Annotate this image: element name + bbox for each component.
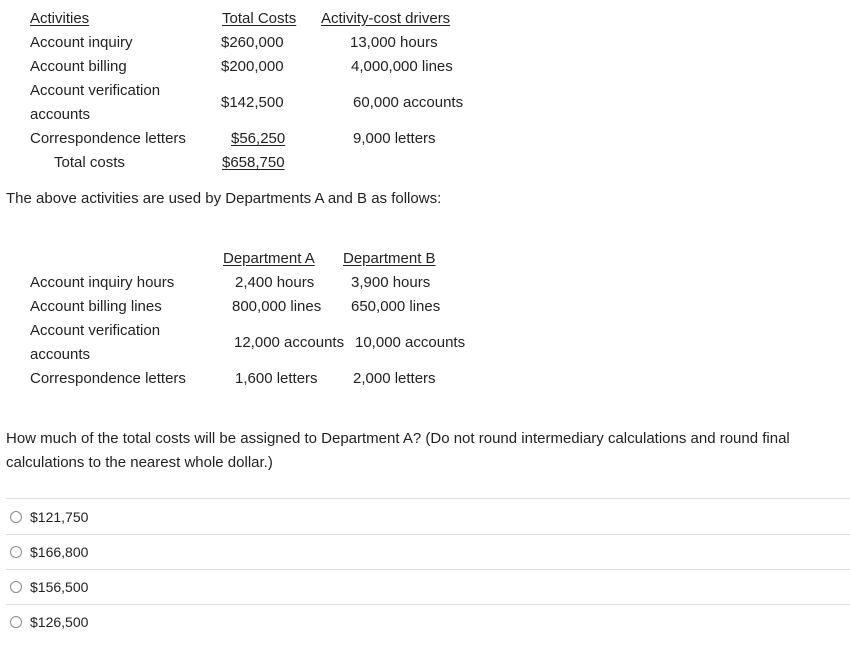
- dept-row-verification-label-line2: accounts: [30, 346, 91, 363]
- radio-button[interactable]: [10, 511, 22, 523]
- activity-account-inquiry: Account inquiry: [30, 34, 133, 51]
- activity-account-verification-line2: accounts: [30, 106, 91, 123]
- option-label: $156,500: [30, 579, 89, 595]
- option-divider: [6, 569, 850, 570]
- driver-correspondence-letters: 9,000 letters: [353, 130, 436, 147]
- dept-row-verification-b: 10,000 accounts: [355, 334, 466, 351]
- cost-correspondence-letters: $56,250: [231, 130, 286, 147]
- option-label: $166,800: [30, 544, 89, 560]
- dept-b-header: Department B: [343, 250, 436, 267]
- dept-row-billing-b: 650,000 lines: [351, 298, 441, 315]
- cost-account-billing: $200,000: [221, 58, 284, 75]
- dept-row-inquiry-b: 3,900 hours: [351, 274, 431, 291]
- option-label: $126,500: [30, 614, 89, 630]
- driver-account-verification: 60,000 accounts: [353, 94, 464, 111]
- activity-account-billing: Account billing: [30, 58, 127, 75]
- radio-button[interactable]: [10, 546, 22, 558]
- dept-row-letters-label: Correspondence letters: [30, 370, 186, 387]
- cost-account-inquiry: $260,000: [221, 34, 284, 51]
- dept-row-inquiry-label: Account inquiry hours: [30, 274, 175, 291]
- activity-correspondence-letters: Correspondence letters: [30, 130, 186, 147]
- radio-button[interactable]: [10, 616, 22, 628]
- total-costs-value: $658,750: [222, 154, 285, 171]
- total-costs-header: Total Costs: [222, 10, 297, 27]
- activity-account-verification-line1: Account verification: [30, 82, 161, 99]
- answer-option[interactable]: [10, 542, 88, 562]
- drivers-header: Activity-cost drivers: [321, 10, 451, 27]
- dept-row-letters-b: 2,000 letters: [353, 370, 436, 387]
- dept-row-verification-label-line1: Account verification: [30, 322, 161, 339]
- radio-button[interactable]: [10, 581, 22, 593]
- option-label: $121,750: [30, 509, 89, 525]
- driver-account-billing: 4,000,000 lines: [351, 58, 453, 75]
- dept-row-verification-a: 12,000 accounts: [234, 334, 345, 351]
- question-text: How much of the total costs will be assigned to Department A? (Do not round intermediary calculations and round final calculations to the nearest whole dollar.): [6, 430, 790, 471]
- answer-option[interactable]: [10, 507, 88, 527]
- intro-text: The above activities are used by Departments A and B as follows:: [6, 190, 442, 207]
- option-divider: [6, 604, 850, 605]
- answer-option[interactable]: [10, 612, 88, 632]
- option-divider: [6, 534, 850, 535]
- activities-header: Activities: [30, 10, 90, 27]
- option-divider: [6, 498, 850, 499]
- total-costs-label: Total costs: [54, 154, 125, 171]
- dept-row-billing-label: Account billing lines: [30, 298, 162, 315]
- dept-row-inquiry-a: 2,400 hours: [235, 274, 315, 291]
- dept-row-billing-a: 800,000 lines: [232, 298, 322, 315]
- driver-account-inquiry: 13,000 hours: [350, 34, 438, 51]
- dept-a-header: Department A: [223, 250, 315, 267]
- dept-row-letters-a: 1,600 letters: [235, 370, 318, 387]
- answer-option[interactable]: [10, 577, 88, 597]
- cost-account-verification: $142,500: [221, 94, 284, 111]
